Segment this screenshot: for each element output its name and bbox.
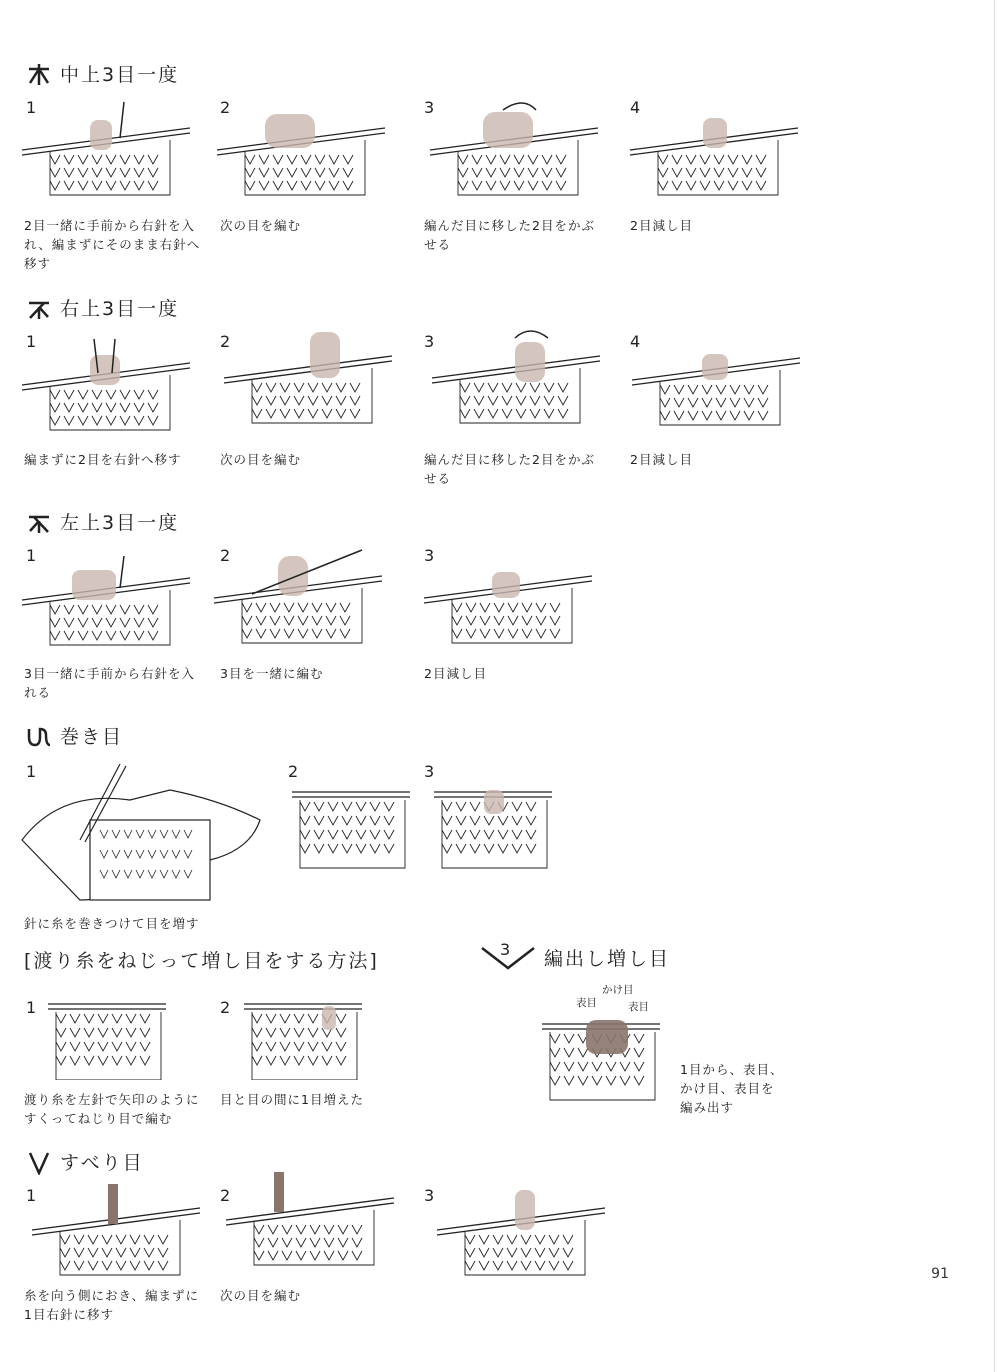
label-yarn-over: かけ目: [602, 984, 634, 996]
caption-line: 糸を向う側におき、編まずに: [24, 1288, 200, 1303]
step-number: 1: [26, 332, 37, 351]
knit-illustration: [20, 335, 200, 435]
section-title-text: 巻き目: [60, 726, 124, 748]
knit-illustration: [212, 548, 402, 648]
step-caption: [220, 216, 301, 235]
step-caption: [220, 1286, 301, 1305]
caption-line: 次の目を編む: [220, 452, 302, 467]
step-caption: [24, 1090, 200, 1128]
step-caption: [630, 216, 693, 235]
caption-line: せる: [424, 237, 452, 252]
step-caption: [220, 664, 323, 683]
step-number: 4: [630, 98, 641, 117]
step-number: 3: [424, 546, 435, 565]
caption-line: 編んだ目に移した2目をかぶ: [424, 452, 595, 467]
step-number: 2: [220, 98, 231, 117]
knit-illustration: [422, 548, 612, 648]
knit-illustration: [428, 100, 608, 200]
step-number: 3: [424, 762, 435, 781]
step-number: 3: [424, 98, 435, 117]
step-number: 1: [26, 1186, 37, 1205]
step-number: 4: [630, 332, 641, 351]
caption-line: 次の目を編む: [220, 218, 302, 233]
step-caption: [24, 216, 200, 273]
left-double-decrease-icon: [26, 509, 52, 535]
caption-line: せる: [424, 471, 452, 486]
caption-line: 3目を一緒に編む: [220, 666, 324, 681]
section-title-text: すべり目: [60, 1152, 144, 1174]
caption-line: れる: [24, 685, 52, 700]
knit-illustration: [224, 1170, 404, 1270]
caption-line: 編まずに2目を右針へ移す: [24, 452, 182, 467]
caption-line: 目と目の間に1目増えた: [220, 1092, 364, 1107]
step-number: 2: [220, 1186, 231, 1205]
section-title-text: 左上3目一度: [60, 512, 180, 534]
step-caption: [24, 914, 200, 933]
step-number: 1: [26, 546, 37, 565]
section-title-3: [26, 508, 179, 535]
page-number: 91: [931, 1266, 949, 1282]
step-caption: [680, 1060, 783, 1117]
caption-line: かけ目、表目を: [680, 1081, 775, 1096]
section-title-text: 中上3目一度: [60, 64, 180, 86]
caption-line: 2目減し目: [424, 666, 487, 681]
step-caption: [24, 1286, 199, 1324]
step-number: 2: [220, 546, 231, 565]
step-caption: [220, 1090, 364, 1109]
section-title-7: [26, 1148, 144, 1175]
section-title-text: [渡り糸をねじって増し目をする方法]: [24, 950, 379, 972]
caption-line: 2目一緒に手前から右針を入: [24, 218, 195, 233]
section-title-text: 編出し増し目: [544, 947, 671, 970]
caption-line: 次の目を編む: [220, 1288, 302, 1303]
caption-line: 2目減し目: [630, 452, 693, 467]
knit-illustration: [20, 550, 200, 650]
label-knit-1: 表目: [576, 997, 597, 1009]
caption-line: れ、編まずにそのまま右針へ: [24, 237, 201, 252]
step-number: 1: [26, 998, 37, 1017]
caption-line: 3目一緒に手前から右針を入: [24, 666, 195, 681]
caption-line: 針に糸を巻きつけて目を増す: [24, 916, 200, 931]
knit-illustration: [430, 328, 610, 428]
knit-illustration: [540, 1010, 670, 1120]
caption-line: すくってねじり目で編む: [24, 1111, 173, 1126]
section-title-6: [480, 942, 670, 972]
step-number: 3: [424, 1186, 435, 1205]
knit-illustration: [222, 328, 402, 428]
step-caption: [424, 450, 595, 488]
step-caption: [630, 450, 693, 469]
step-number: 3: [424, 332, 435, 351]
section-title-text: 右上3目一度: [60, 298, 180, 320]
caption-line: 移す: [24, 256, 52, 271]
knit-illustration: [242, 990, 392, 1080]
step-number: 2: [220, 998, 231, 1017]
caption-line: 2目減し目: [630, 218, 693, 233]
knit-illustration: [215, 100, 395, 200]
label-knit-2: 表目: [628, 1001, 649, 1013]
step-caption: [24, 664, 195, 702]
step-number: 2: [288, 762, 299, 781]
knit-illustration: [432, 778, 562, 888]
page-edge: [994, 0, 995, 1372]
step-caption: [424, 664, 487, 683]
knit-illustration: [30, 1180, 210, 1280]
step-number: 1: [26, 762, 37, 781]
caption-line: 1目から、表目、: [680, 1062, 784, 1077]
knit-illustration: [290, 778, 410, 888]
right-double-decrease-icon: [26, 295, 52, 321]
step-number: 1: [26, 98, 37, 117]
step-caption: [424, 216, 595, 254]
knit-illustration: [630, 330, 810, 430]
center-double-decrease-icon: [26, 61, 52, 87]
symbol-number: 3: [500, 940, 513, 959]
knit-illustration: [435, 1180, 615, 1280]
caption-line: 1目右針に移す: [24, 1307, 114, 1322]
knit-illustration: [628, 100, 808, 200]
hands-illustration: [20, 760, 270, 905]
caption-line: 渡り糸を左針で矢印のように: [24, 1092, 200, 1107]
section-title-2: [26, 294, 179, 321]
section-title-1: [26, 60, 179, 87]
step-number: 2: [220, 332, 231, 351]
knit-illustration: [20, 100, 200, 200]
section-title-4: [26, 722, 123, 749]
step-caption: [220, 450, 301, 469]
caption-line: 編んだ目に移した2目をかぶ: [424, 218, 595, 233]
step-caption: [24, 450, 181, 469]
section-title-5: [24, 946, 379, 973]
slip-stitch-icon: [26, 1149, 52, 1175]
loop-cast-on-icon: [26, 723, 52, 749]
knit-illustration: [46, 990, 196, 1080]
caption-line: 編み出す: [680, 1100, 735, 1115]
